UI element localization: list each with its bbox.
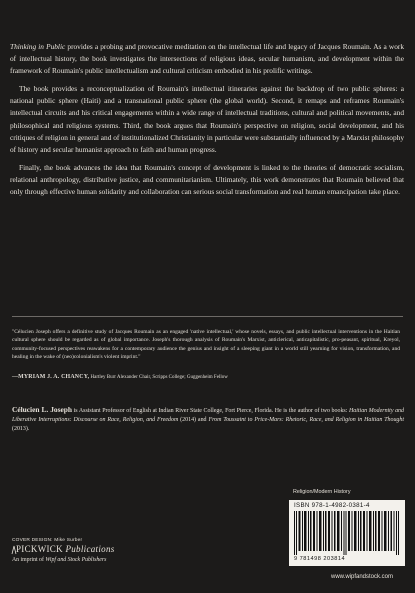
barcode-icon (294, 511, 400, 555)
endorsement-attribution (12, 374, 400, 380)
description-paragraph-3: Finally, the book advances the idea that Roumain's concept of development is linked to the theories of democratic socialism, relational anthropology, distributive justice, and communitarianism. Ultimately, this work demonstrates that Roumain believed that only through effective human solidarity and collaboration can serious social transformation and real human emancipation take place. (10, 162, 404, 197)
bio-text: (2013). (12, 425, 30, 432)
bio-text: (2014) and (178, 416, 209, 423)
imprint-text: An imprint of (12, 557, 46, 563)
bio-text: is Assistant Professor of English at Indian River State College, Fort Pierce, Florida. He is the author of two books: (72, 408, 349, 414)
publisher-imprint (12, 557, 106, 563)
description-text: provides a probing and provocative meditation on the intellectual life and legacy of Jacques Roumain. As a work of intellectual history, the book investigates the intersections of religious ideas, secular humanism, and development within the framework of Roumain's public intellectualism and cultural criticism embodied in his prolific writings. (10, 42, 405, 76)
imprint-name: Wipf and Stock Publishers (45, 557, 107, 563)
publisher-name: PICKWICK (16, 544, 63, 554)
endorser-name: —MYRIAM J. A. CHANCY, (12, 374, 90, 380)
description-paragraph-2: The book provides a reconceptualization of Roumain's intellectual itineraries against the backdrop of two public spheres: a national public sphere (Haiti) and a transnational public sphere (the global world). Second, it remaps and reframes Roumain's intellectual circuits and his critical engagements within a wide range of intellectual traditions, cultural and political movements, and philosophical and religious systems. Third, the book argues that Roumain's perspective on religion, social development, and his critiques of religion in general and of institutionalized Christianity in particular were substantially influenced by a Marxist philosophy of history and secular humanist approach to faith and human progress. (10, 84, 404, 154)
publisher-logo (16, 544, 115, 554)
isbn-label: ISBN 978-1-4982-0381-4 (294, 502, 370, 509)
book-description (10, 41, 404, 204)
book-title-2: From Toussaint to Price-Mars: Rhetoric, Race, and Religion in Haitian Thought (208, 416, 405, 423)
book-title-1: Haitian Modernity and Liberative Interruptions: Discourse on Race, Religion, and Freedom (12, 408, 404, 423)
category-label: Religion/Modern History (293, 489, 351, 495)
author-name: Célucien L. Joseph (12, 405, 72, 414)
barcode-number: 9 781498 203814 (294, 556, 346, 562)
divider (12, 316, 403, 317)
description-paragraph-1 (10, 41, 404, 77)
author-bio (12, 406, 404, 433)
cover-design-credit: COVER DESIGN: Mike Surber (12, 538, 83, 543)
endorser-affiliation: Hartley Burr Alexander Chair, Scripps College; Guggenheim Fellow (89, 375, 228, 380)
publisher-name-suffix: Publications (62, 544, 115, 554)
publisher-website: www.wipfandstock.com (331, 574, 394, 580)
endorsement-quote (12, 328, 400, 362)
endorsement-text: "Célucien Joseph offers a definitive study of Jacques Roumain as an engaged 'native intellectual,' whose novels, essays, and public intellectual interventions in the Haitian cultural sphere should be regarded as of global importance. Joseph's thorough analysis of Roumain's Marxist, anticlerical, anticapitalistic, pro-peasant, spiritual, Kreyol, community-focused perspectives reawakens for a contemporary audience the genius and insight of a sleeping giant in a world still yearning for vision, transformation, and healing in the wake of (neo)colonialism's violent imprint." (12, 329, 400, 361)
book-title: Thinking in Public (10, 42, 66, 51)
